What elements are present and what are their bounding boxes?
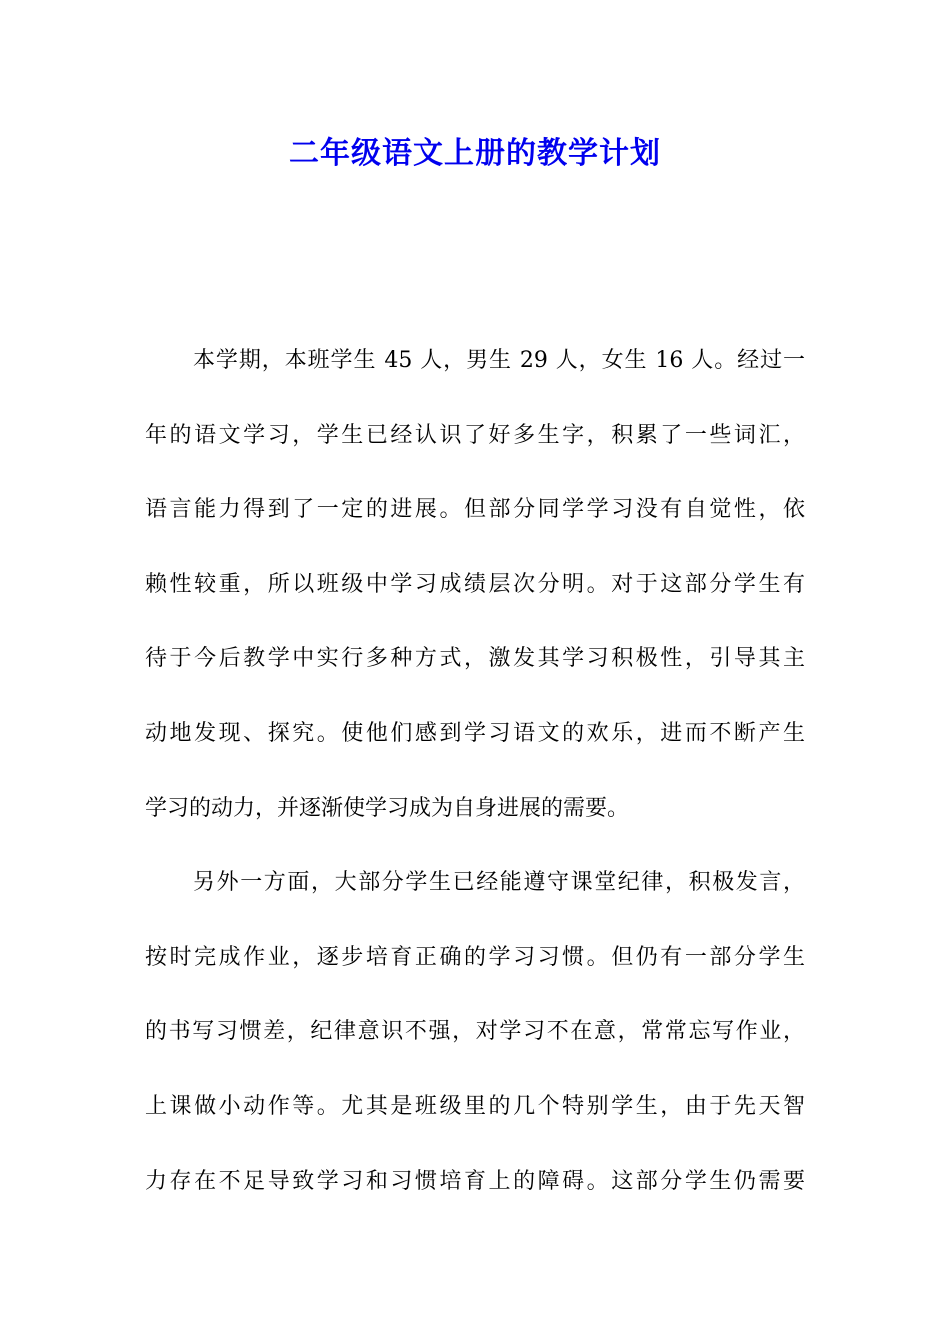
text-line: 年的语文学习，学生已经认识了好多生字，积累了一些词汇， — [145, 422, 805, 448]
text-line: 学习的动力，并逐渐使学习成为自身进展的需要。 — [145, 795, 630, 821]
text-line: 语言能力得到了一定的进展。但部分同学学习没有自觉性，依 — [145, 497, 805, 523]
text-line: 赖性较重，所以班级中学习成绩层次分明。对于这部分学生有 — [145, 571, 805, 597]
paragraph — [145, 858, 805, 1231]
text-line: 上课做小动作等。尤其是班级里的几个特别学生，由于先天智 — [145, 1093, 805, 1119]
text-line: 的书写习惯差，纪律意识不强，对学习不在意，常常忘写作业， — [145, 1019, 805, 1045]
text-line: 力存在不足导致学习和习惯培育上的障碍。这部分学生仍需要 — [145, 1168, 805, 1194]
document-body — [145, 336, 805, 1231]
text-line: 另外一方面，大部分学生已经能遵守课堂纪律，积极发言， — [193, 870, 805, 896]
text-line: 待于今后教学中实行多种方式，激发其学习积极性，引导其主 — [145, 646, 805, 672]
text-line: 动地发现、探究。使他们感到学习语文的欢乐，进而不断产生 — [145, 720, 805, 746]
text-line: 本学期，本班学生 45 人，男生 29 人，女生 16 人。经过一 — [193, 348, 805, 373]
document-title: 二年级语文上册的教学计划 — [289, 136, 661, 171]
paragraph — [145, 336, 805, 858]
text-line: 按时完成作业，逐步培育正确的学习习惯。但仍有一部分学生 — [145, 944, 805, 970]
